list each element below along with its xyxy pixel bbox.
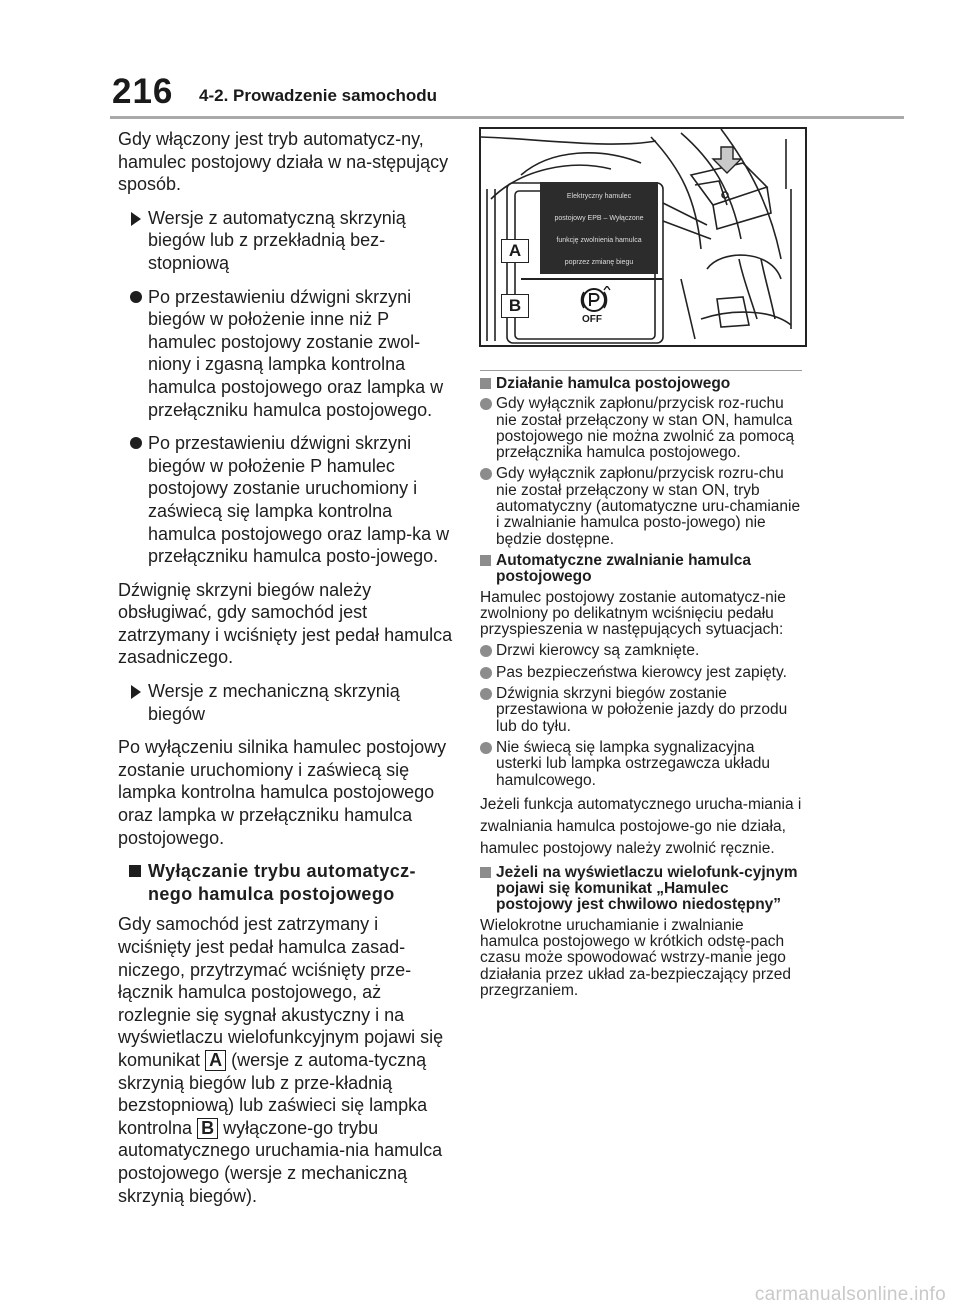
bullet-text: Po przestawieniu dźwigni skrzyni biegów w położenie inne niż P hamulec postojowy zostanie zwol-niony i zgasną lampka kontrolna hamulca postojowego oraz lampka w przełączniku hamulca postojowego. bbox=[148, 286, 444, 420]
heading-text: Działanie hamulca postojowego bbox=[496, 375, 731, 392]
bullet-text: Nie świecą się lampka sygnalizacyjna usterki lub lampka ostrzegawcza układu hamulcowego. bbox=[496, 738, 770, 789]
bullet-text: Dźwignia skrzyni biegów zostanie przestawiona w położenie jazdy do przodu lub do tyłu. bbox=[496, 685, 788, 735]
auto-versions-text: Wersje z automatyczną skrzynią biegów lub z przekładnią bez-stopniową bbox=[148, 207, 406, 273]
auto-mode-off-heading bbox=[118, 860, 456, 905]
body-text-a: Gdy samochód jest zatrzymany i wciśnięty jest pedał hamulca zasad-niczego, przytrzymać wciśnięty prze-łącznik hamulca postojowego, aż rozlegnie się sygnał akustyczny i na wyświetlaczu wielofunkcyjnym pojawi się komunikat bbox=[118, 914, 444, 1070]
list-item bbox=[480, 665, 804, 681]
left-column bbox=[118, 128, 456, 1218]
list-item bbox=[118, 432, 456, 568]
bullet-text: Gdy wyłącznik zapłonu/przycisk roz-ruchu nie został przełączony w stan ON, hamulca postojowego nie można zwolnić za pomocą przełącznika hamulca postojowego. bbox=[496, 395, 795, 462]
bullet-text: Drzwi kierowcy są zamknięte. bbox=[496, 642, 700, 660]
lever-note: Dźwignię skrzyni biegów należy obsługiwać, gdy samochód jest zatrzymany i wciśnięty jest pedał hamulca zasadniczego. bbox=[118, 579, 453, 668]
bullet-dot-icon bbox=[130, 291, 142, 303]
display-line: funkcję zwolnienia hamulca bbox=[556, 237, 642, 244]
body-text-c: wyłączone-go trybu automatycznego uruchamia-nia hamulca postojowego (wersje z mechaniczną skrzynią biegów). bbox=[118, 1117, 443, 1206]
label-a-badge: A bbox=[205, 1050, 226, 1071]
auto-release-paragraph: Hamulec postojowy zostanie automatycz-nie zwolniony po delikatnym wciśnięciu pedału przyspieszenia w następujących sytuacjach: bbox=[480, 588, 786, 639]
bullet-dot-icon bbox=[130, 437, 142, 449]
unavailable-heading bbox=[480, 865, 804, 914]
header-rule bbox=[110, 116, 904, 119]
heading-text: Automatyczne zwalnianie hamulca postojowego bbox=[496, 551, 751, 586]
square-bullet-icon bbox=[129, 865, 141, 877]
watermark: carmanualsonline.info bbox=[754, 1284, 946, 1305]
section-title: 4-2. Prowadzenie samochodu bbox=[199, 86, 438, 105]
square-bullet-icon bbox=[480, 867, 491, 878]
bullet-dot-icon bbox=[480, 645, 492, 657]
square-bullet-icon bbox=[480, 378, 491, 389]
figure-label-b: B bbox=[501, 294, 529, 318]
parking-brake-auto-off-icon bbox=[578, 286, 614, 316]
list-item bbox=[480, 686, 804, 735]
manual-versions-text: Wersje z mechaniczną skrzynią biegów bbox=[148, 681, 400, 724]
display-line: postojowy EPB – Wyłączone bbox=[554, 215, 644, 222]
bullet-text: Gdy wyłącznik zapłonu/przycisk rozru-chu nie został przełączony w stan ON, tryb automatyczny (automatyczne uru-chamianie i zwalnianie hamulca posto-jowego) nie będzie dostępne. bbox=[496, 465, 801, 548]
display-line: poprzez zmianę biegu bbox=[564, 259, 634, 266]
body-text-b: (wersje z automa-tyczną skrzynią biegów lub z prze-kładnią bezstopniową) lub zaświeci się lampka kontrolna bbox=[118, 1049, 428, 1138]
list-item bbox=[118, 286, 456, 422]
manual-release-paragraph: Jeżeli funkcja automatycznego urucha-miania i zwalniania hamulca postojowe-go nie działa, hamulec postojowy należy zwolnić ręcznie. bbox=[480, 795, 802, 857]
triangle-bullet-icon bbox=[131, 212, 141, 226]
overheat-paragraph: Wielokrotne uruchamianie i zwalnianie hamulca postojowego w krótkich odstę-pach czasu może spowodować wstrzy-manie jego działania przez układ za-bezpieczający przed przegrzaniem. bbox=[480, 916, 792, 999]
auto-mode-off-paragraph bbox=[118, 913, 456, 1207]
list-item bbox=[480, 466, 804, 547]
display-line: Elektryczny hamulec bbox=[566, 193, 632, 200]
bullet-text: Po przestawieniu dźwigni skrzyni biegów w położenie P hamulec postojowy zostanie uruchomiony i zaświecą się lampka kontrolna hamulca postojowego oraz lamp-ka w przełączniku hamulca posto-jowego. bbox=[148, 433, 450, 567]
auto-versions-subheading bbox=[118, 207, 456, 275]
heading-text: Wyłączanie trybu automatycz-nego hamulca postojowego bbox=[148, 861, 416, 904]
list-item bbox=[480, 396, 804, 461]
multifunction-display-message bbox=[540, 182, 658, 274]
page-number: 216 bbox=[112, 72, 174, 111]
bullet-dot-icon bbox=[480, 742, 492, 754]
right-column bbox=[480, 376, 804, 1004]
label-b-badge: B bbox=[197, 1118, 218, 1139]
bullet-dot-icon bbox=[480, 468, 492, 480]
list-item bbox=[480, 740, 804, 789]
bullet-dot-icon bbox=[480, 398, 492, 410]
bullet-dot-icon bbox=[480, 688, 492, 700]
figure-label-a: A bbox=[501, 239, 529, 263]
manual-versions-subheading bbox=[118, 680, 456, 725]
auto-release-heading bbox=[480, 553, 804, 586]
operation-heading bbox=[480, 376, 804, 392]
indicator-off-text: OFF bbox=[582, 314, 602, 325]
triangle-bullet-icon bbox=[131, 685, 141, 699]
intro-paragraph: Gdy włączony jest tryb automatycz-ny, hamulec postojowy działa w na-stępujący sposób. bbox=[118, 129, 449, 195]
heading-text: Jeżeli na wyświetlaczu wielofunk-cyjnym pojawi się komunikat „Hamulec postojowy jest chwilowo niedostępny” bbox=[496, 863, 798, 914]
bullet-dot-icon bbox=[480, 667, 492, 679]
bullet-text: Pas bezpieczeństwa kierowcy jest zapięty. bbox=[496, 663, 787, 681]
square-bullet-icon bbox=[480, 555, 491, 566]
engine-off-paragraph: Po wyłączeniu silnika hamulec postojowy zostanie uruchomiony i zaświecą się lampka kontrolna hamulca postojowego oraz lampka w przełączniku hamulca postojowego. bbox=[118, 737, 447, 848]
right-column-rule bbox=[480, 370, 802, 371]
list-item bbox=[480, 643, 804, 659]
